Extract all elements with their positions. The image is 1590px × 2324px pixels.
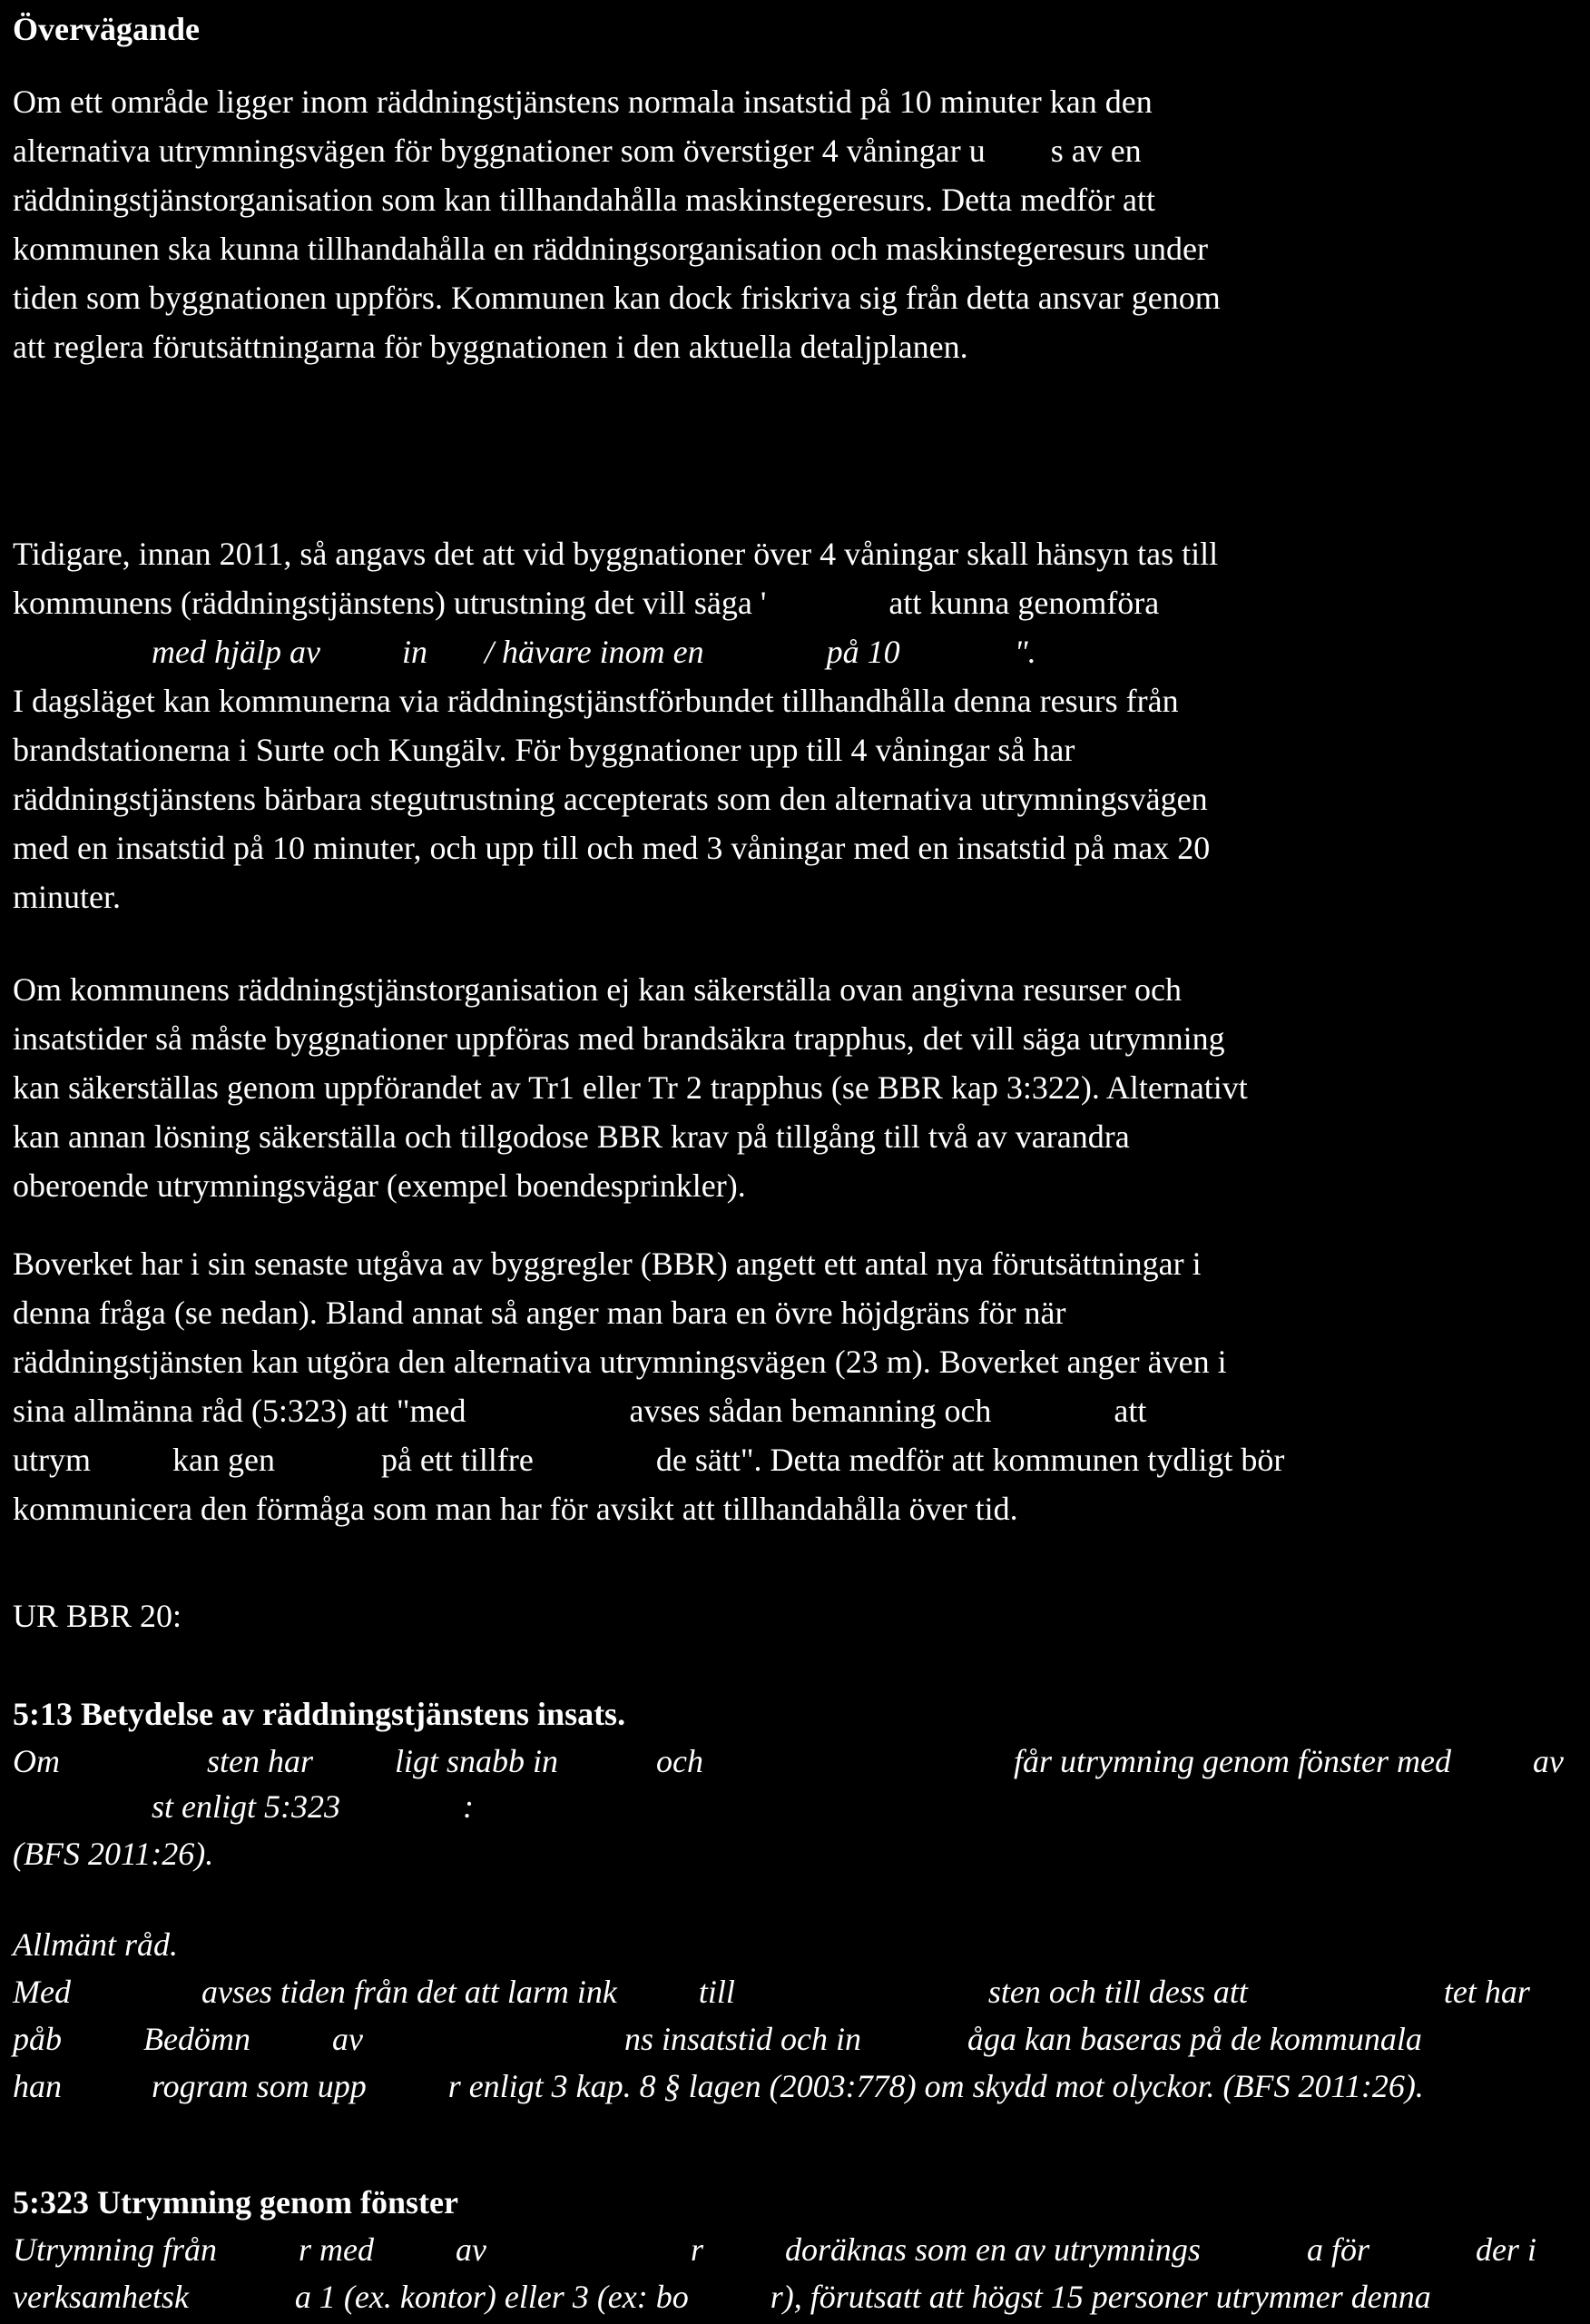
- paragraph-1-line: alternativa utrymningsvägen för byggnationer som överstiger 4 våningar u s av en: [13, 133, 1142, 169]
- section-5-13-line: st enligt 5:323 :: [13, 1788, 474, 1825]
- allmant-rad-line: han rogram som upp r enligt 3 kap. 8 § lagen (2003:778) om skydd mot olyckor. (BFS 2011:26).: [13, 2068, 1424, 2104]
- paragraph-1-line: räddningstjänstorganisation som kan tillhandahålla maskinstegeresurs. Detta medför att: [13, 182, 1156, 218]
- section-5-323-line: verksamhetsk a 1 (ex. kontor) eller 3 (ex: bo r), förutsatt att högst 15 personer utrymmer denna: [13, 2279, 1431, 2315]
- paragraph-4-line: kommunicera den förmåga som man har för avsikt att tillhandahålla över tid.: [13, 1491, 1018, 1527]
- section-5-13-line: (BFS 2011:26).: [13, 1836, 214, 1872]
- paragraph-2-line: minuter.: [13, 879, 121, 915]
- paragraph-3-line: insatstider så måste byggnationer uppföras med brandsäkra trapphus, det vill säga utrymning: [13, 1020, 1225, 1057]
- paragraph-2-line: räddningstjänstens bärbara stegutrustning accepterats som den alternativa utrymningsvägen: [13, 781, 1208, 817]
- paragraph-3-line: oberoende utrymningsvägar (exempel boendesprinkler).: [13, 1167, 746, 1204]
- section-5-323-line: Utrymning från r med av r doräknas som en av utrymnings a för der i: [13, 2231, 1536, 2268]
- paragraph-2-line: I dagsläget kan kommunerna via räddningstjänstförbundet tillhandhålla denna resurs från: [13, 683, 1179, 719]
- paragraph-2-line: Tidigare, innan 2011, så angavs det att vid byggnationer över 4 våningar skall hänsyn tas till: [13, 536, 1219, 572]
- paragraph-2-line: brandstationerna i Surte och Kungälv. För byggnationer upp till 4 våningar så har: [13, 732, 1075, 768]
- paragraph-4-line: Boverket har i sin senaste utgåva av byggregler (BBR) angett ett antal nya förutsättningar i: [13, 1246, 1202, 1282]
- paragraph-3-line: kan säkerställas genom uppförandet av Tr1 eller Tr 2 trapphus (se BBR kap 3:322). Alternativt: [13, 1069, 1248, 1106]
- paragraph-2-line: med en insatstid på 10 minuter, och upp till och med 3 våningar med en insatstid på max 20: [13, 830, 1211, 866]
- paragraph-1-line: Om ett område ligger inom räddningstjänstens normala insatstid på 10 minuter kan den: [13, 84, 1153, 120]
- ur-bbr-label: UR BBR 20:: [13, 1598, 182, 1634]
- paragraph-2-italic-line: med hjälp av in / hävare inom en på 10 ".: [13, 634, 1036, 670]
- allmant-rad-line: Med avses tiden från det att larm ink till sten och till dess att tet har: [13, 1974, 1530, 2010]
- paragraph-1-line: att reglera förutsättningarna för byggnationen i den aktuella detaljplanen.: [13, 329, 968, 365]
- paragraph-1-line: kommunen ska kunna tillhandahålla en räddningsorganisation och maskinstegeresurs under: [13, 231, 1209, 267]
- paragraph-4-line: utrym kan gen på ett tillfre de sätt". Detta medför att kommunen tydligt bör: [13, 1442, 1285, 1478]
- paragraph-3-line: kan annan lösning säkerställa och tillgodose BBR krav på tillgång till två av varandra: [13, 1118, 1130, 1155]
- paragraph-1-line: tiden som byggnationen uppförs. Kommunen kan dock friskriva sig från detta ansvar genom: [13, 280, 1221, 316]
- paragraph-4-line: sina allmänna råd (5:323) att "med avses sådan bemanning och att: [13, 1393, 1147, 1429]
- paragraph-4-line: denna fråga (se nedan). Bland annat så anger man bara en övre höjdgräns för när: [13, 1295, 1066, 1331]
- paragraph-4-line: räddningstjänsten kan utgöra den alternativa utrymningsvägen (23 m). Boverket anger även i: [13, 1344, 1227, 1380]
- paragraph-3-line: Om kommunens räddningstjänstorganisation ej kan säkerställa ovan angivna resurser och: [13, 971, 1183, 1008]
- heading-overvagande: Övervägande: [13, 11, 200, 47]
- section-5-323-heading: 5:323 Utrymning genom fönster: [13, 2184, 458, 2221]
- paragraph-2-line: kommunens (räddningstjänstens) utrustning det vill säga ' att kunna genomföra: [13, 585, 1160, 621]
- section-5-13-heading: 5:13 Betydelse av räddningstjänstens insats.: [13, 1696, 626, 1732]
- allmant-rad-line: påb Bedömn av ns insatstid och in åga kan baseras på de kommunala: [13, 2021, 1422, 2057]
- section-5-13-line: Om sten har ligt snabb in och får utrymning genom fönster med av: [13, 1743, 1564, 1779]
- allmant-rad-label: Allmänt råd.: [13, 1926, 179, 1963]
